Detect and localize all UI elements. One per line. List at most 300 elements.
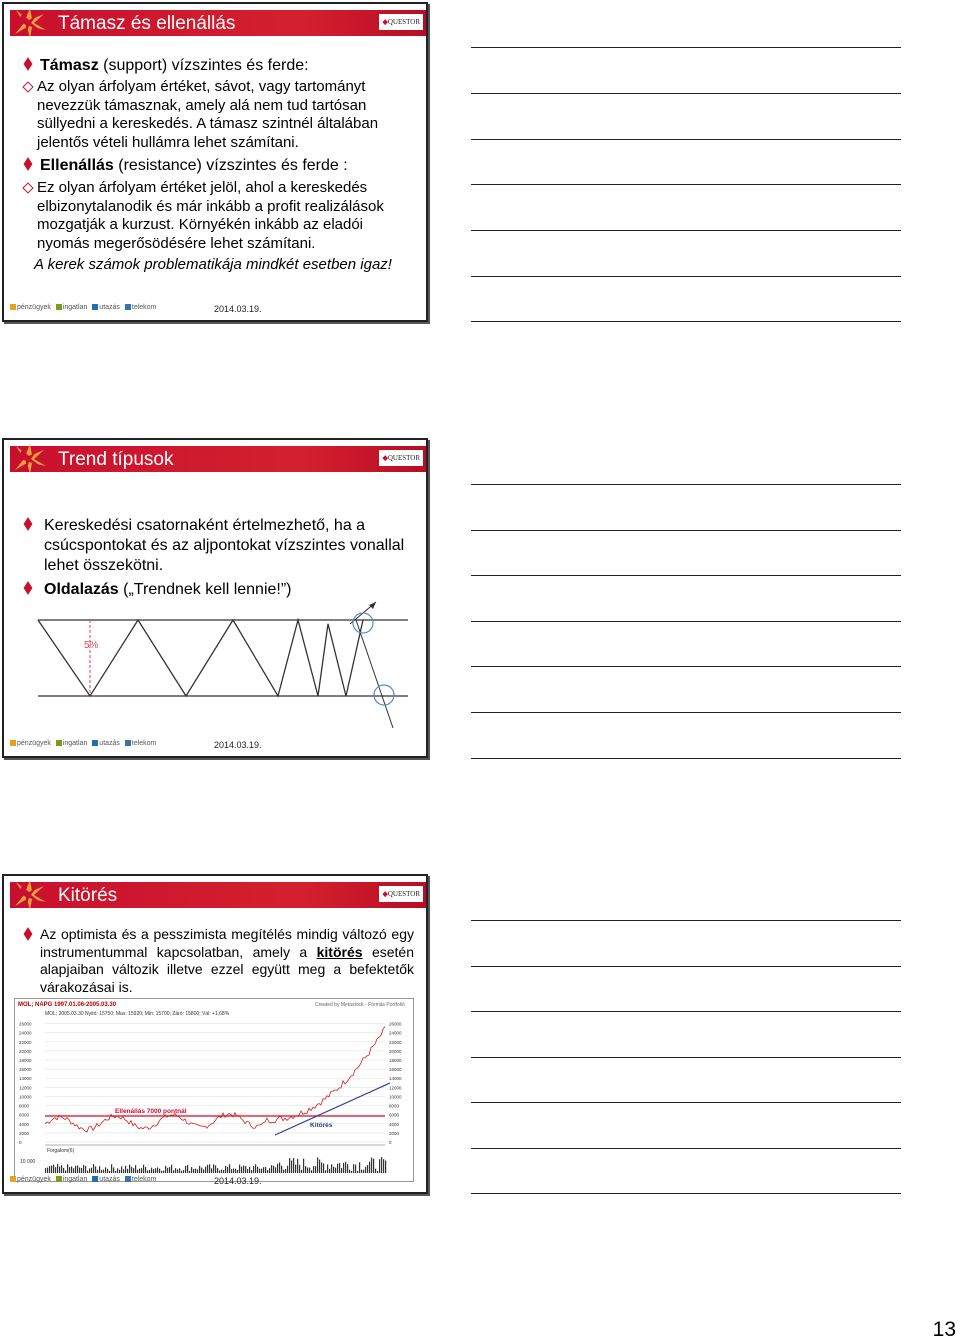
volume-bar: [303, 1159, 304, 1173]
travel-icon: [92, 740, 98, 746]
volume-bar: [271, 1165, 272, 1173]
sub-bullet-icon: [22, 182, 33, 193]
breakout-line: [356, 620, 393, 728]
volume-bar: [367, 1165, 368, 1173]
slide-breakout: [2, 874, 428, 1194]
volume-bar: [101, 1170, 102, 1173]
bullet-breakout: Az optimista és a pesszimista megítélés mindig változó egy instrumentummal kapcsolatban, amely a kitörés esetén alapjaiban változik illetve ezzel együtt meg a befektetők várakozásai is.: [18, 926, 414, 996]
y-tick-label: 22000: [19, 1039, 32, 1045]
volume-bar: [259, 1169, 260, 1173]
volume-bar: [83, 1165, 84, 1173]
mol-price-chart: [14, 998, 414, 1182]
bullet-support: Támasz (support) vízszintes és ferde:: [18, 56, 414, 75]
volume-bar: [183, 1170, 184, 1173]
volume-bar: [57, 1164, 58, 1173]
bullet-icon: [24, 157, 33, 171]
volume-bar: [297, 1159, 298, 1173]
volume-bar: [263, 1167, 264, 1173]
y-tick-label: 26000: [389, 1021, 402, 1027]
volume-bar: [147, 1170, 148, 1173]
volume-bar: [121, 1166, 122, 1173]
volume-bar: [61, 1165, 62, 1173]
y-tick-label: 16000: [19, 1067, 32, 1073]
volume-bar: [225, 1166, 226, 1173]
volume-bar: [227, 1167, 228, 1173]
volume-bar: [63, 1168, 64, 1173]
volume-bar: [239, 1165, 240, 1173]
volume-bar: [229, 1164, 230, 1173]
volume-bar: [361, 1170, 362, 1173]
star-logo-icon: [12, 444, 48, 474]
slide-trend-types: [2, 438, 428, 758]
volume-bar: [173, 1170, 174, 1173]
volume-bar: [215, 1165, 216, 1173]
bullet-icon: [24, 581, 33, 595]
volume-bar: [195, 1169, 196, 1173]
slide-title-bar: [10, 882, 426, 908]
y-tick-label: 0: [19, 1140, 22, 1145]
slide-content: [18, 56, 414, 273]
volume-bar: [203, 1169, 204, 1173]
volume-bar: [85, 1166, 86, 1173]
volume-bar: [313, 1166, 314, 1173]
volume-bar: [119, 1170, 120, 1173]
footer-item-telecom: telekom: [125, 1176, 157, 1183]
note-line: [471, 139, 901, 140]
volume-bar: [109, 1171, 110, 1173]
volume-bar: [79, 1167, 80, 1173]
y-tick-label: 2000: [19, 1130, 30, 1136]
travel-icon: [92, 1176, 98, 1182]
note-line: [471, 93, 901, 94]
y-tick-label: 6000: [389, 1112, 400, 1118]
y-tick-label: 4000: [19, 1121, 30, 1127]
volume-bar: [191, 1167, 192, 1173]
note-line: [471, 966, 901, 967]
volume-bar: [257, 1167, 258, 1173]
note-line: [471, 712, 901, 713]
y-tick-label: 20000: [389, 1048, 402, 1054]
volume-bar: [281, 1166, 282, 1173]
volume-bar: [175, 1168, 176, 1173]
volume-bar: [355, 1165, 356, 1173]
slide-date: 2014.03.19.: [214, 740, 262, 750]
volume-bar: [295, 1165, 296, 1173]
volume-bar: [187, 1165, 188, 1173]
footer-item-realestate: ingatlan: [56, 1176, 88, 1183]
volume-bar: [163, 1171, 164, 1173]
volume-bar: [243, 1165, 244, 1173]
note-line: [471, 1011, 901, 1012]
volume-bar: [275, 1167, 276, 1173]
volume-bar: [199, 1166, 200, 1173]
volume-bar: [213, 1164, 214, 1173]
volume-bar: [207, 1165, 208, 1173]
volume-bar: [201, 1168, 202, 1173]
volume-bar: [141, 1168, 142, 1173]
realestate-icon: [56, 740, 62, 746]
volume-bar: [75, 1166, 76, 1173]
y-tick-label: 2000: [389, 1130, 400, 1136]
volume-bar: [129, 1165, 130, 1173]
star-logo-icon: [12, 880, 48, 910]
volume-bar: [245, 1166, 246, 1173]
volume-bar: [345, 1162, 346, 1173]
slide-support-resistance: [2, 2, 428, 322]
y-tick-label: 16000: [389, 1067, 402, 1073]
volume-bar: [351, 1171, 352, 1173]
volume-bar: [137, 1170, 138, 1173]
finance-icon: [10, 304, 16, 310]
resistance-label: Ellenállás 7000 pontnál: [115, 1108, 187, 1115]
volume-bar: [125, 1166, 126, 1173]
volume-bar: [317, 1157, 318, 1173]
volume-bar: [363, 1170, 364, 1173]
volume-bar: [325, 1170, 326, 1173]
telecom-icon: [125, 1176, 131, 1182]
realestate-icon: [56, 1176, 62, 1182]
footer-item-finance: pénzügyek: [10, 1176, 51, 1183]
volume-bar: [181, 1171, 182, 1173]
price-series-line: [38, 620, 363, 696]
volume-bar: [165, 1166, 166, 1173]
volume-bar: [219, 1170, 220, 1173]
sub-bullet-icon: [22, 81, 33, 92]
volume-bar: [267, 1170, 268, 1173]
italic-note: A kerek számok problematikája mindkét esetben igaz!: [34, 256, 392, 273]
volume-bar: [249, 1167, 250, 1173]
volume-bar: [51, 1165, 52, 1173]
slide-content: [18, 926, 414, 996]
footer-item-travel: utazás: [92, 740, 120, 747]
volume-bar: [353, 1164, 354, 1173]
volume-bar: [287, 1166, 288, 1173]
volume-bar: [99, 1166, 100, 1173]
chart-title: MOL; NAPG 1997.01.06-2005.03.30: [18, 1002, 117, 1008]
y-tick-label: 12000: [389, 1085, 402, 1091]
volume-bar: [231, 1169, 232, 1173]
volume-bar: [379, 1159, 380, 1173]
note-line: [471, 1193, 901, 1194]
volume-bar: [331, 1164, 332, 1173]
bullet-icon: [24, 517, 33, 531]
volume-bar: [131, 1167, 132, 1173]
volume-bar: [279, 1162, 280, 1173]
volume-bar: [211, 1168, 212, 1173]
bullet-icon: [24, 927, 33, 941]
volume-label: Forgalom(6): [47, 1148, 75, 1154]
volume-bar: [193, 1169, 194, 1173]
volume-bar: [365, 1167, 366, 1173]
slide-footer: [10, 304, 420, 316]
volume-bar: [113, 1167, 114, 1173]
slide-content: [18, 516, 414, 600]
volume-bar: [185, 1166, 186, 1173]
volume-bar: [139, 1169, 140, 1173]
telecom-icon: [125, 740, 131, 746]
volume-bar: [115, 1171, 116, 1173]
slide-title-bar: [10, 10, 426, 36]
volume-bar: [155, 1168, 156, 1173]
volume-bar: [339, 1163, 340, 1173]
volume-bar: [371, 1158, 372, 1173]
chart-grid: [45, 1024, 385, 1142]
volume-bar: [91, 1168, 92, 1173]
volume-bar: [265, 1167, 266, 1173]
volume-bar: [65, 1170, 66, 1173]
volume-bar: [307, 1168, 308, 1173]
sub-bullet-resistance-definition: Ez olyan árfolyam értéket jelöl, ahol a kereskedés elbizonytalanodik és már inkább a profit realizálások mozgatják a kurzust. Környékén inkább az eladói nyomás megerősödésére lehet számítani.: [2, 179, 414, 253]
brand-logo: ◆QUESTOR: [379, 450, 423, 466]
note-line: [471, 47, 901, 48]
volume-bar: [149, 1170, 150, 1173]
volume-bar: [89, 1168, 90, 1173]
y-tick-label: 22000: [389, 1039, 402, 1045]
volume-bar: [277, 1164, 278, 1173]
volume-bar: [315, 1166, 316, 1173]
volume-bar: [341, 1168, 342, 1173]
y-tick-label: 18000: [389, 1058, 402, 1063]
note-line: [471, 276, 901, 277]
y-tick-label: 14000: [389, 1076, 402, 1082]
chart-info: MOL; 2005.03.30 Nyitó: 15750; Max: 15920; Min: 15700; Záró: 15800; Vál: +1,68%: [45, 1011, 230, 1017]
y-tick-label: 20000: [19, 1048, 32, 1054]
volume-bar: [223, 1170, 224, 1173]
slide-title: Trend típusok: [58, 449, 174, 470]
volume-bar: [135, 1165, 136, 1173]
volume-bar: [221, 1170, 222, 1173]
volume-bar: [253, 1166, 254, 1173]
volume-bar: [189, 1171, 190, 1173]
volume-bar: [133, 1168, 134, 1173]
volume-bar: [327, 1165, 328, 1173]
volume-bar: [145, 1167, 146, 1173]
note-line: [471, 230, 901, 231]
volume-bar: [177, 1169, 178, 1173]
realestate-icon: [56, 304, 62, 310]
volume-bar: [383, 1159, 384, 1173]
volume-bar: [169, 1167, 170, 1173]
volume-bar: [157, 1167, 158, 1173]
arrow-head-icon: [369, 602, 376, 609]
volume-bar: [77, 1166, 78, 1173]
volume-bar: [209, 1164, 210, 1173]
volume-bar: [305, 1166, 306, 1173]
volume-bar: [291, 1160, 292, 1173]
volume-bar: [95, 1166, 96, 1173]
slide-date: 2014.03.19.: [214, 1176, 262, 1186]
volume-bar: [153, 1169, 154, 1173]
telecom-icon: [125, 304, 131, 310]
footer-item-finance: pénzügyek: [10, 740, 51, 747]
volume-bar: [127, 1169, 128, 1173]
volume-bar: [81, 1168, 82, 1173]
volume-bar: [103, 1170, 104, 1173]
volume-bar: [171, 1165, 172, 1173]
volume-bar: [235, 1169, 236, 1173]
volume-bar: [385, 1160, 386, 1173]
volume-bar: [289, 1158, 290, 1173]
volume-bar: [377, 1171, 378, 1173]
volume-bar: [47, 1168, 48, 1173]
footer-item-telecom: telekom: [125, 740, 157, 747]
volume-bar: [283, 1170, 284, 1173]
bullet-icon: [24, 57, 33, 71]
footer-item-finance: pénzügyek: [10, 304, 51, 311]
volume-bar: [93, 1164, 94, 1173]
slide-title-bar: [10, 446, 426, 472]
volume-bar: [309, 1168, 310, 1173]
volume-bar: [357, 1171, 358, 1173]
note-line: [471, 920, 901, 921]
y-tick-label: 6000: [19, 1112, 30, 1118]
volume-bar: [293, 1158, 294, 1173]
note-line: [471, 484, 901, 485]
volume-bar: [59, 1167, 60, 1173]
bullet-channel: Kereskedési csatornaként értelmezhető, ha a csúcspontokat és az aljpontokat vízszintes vonallal lehet összekötni.: [18, 516, 414, 576]
volume-bar: [179, 1168, 180, 1173]
volume-bar: [319, 1160, 320, 1173]
volume-bar: [71, 1166, 72, 1173]
volume-bar: [167, 1168, 168, 1173]
y-tick-label: 8000: [389, 1103, 400, 1109]
volume-bar: [329, 1169, 330, 1173]
volume-bar: [53, 1165, 54, 1173]
volume-bar: [347, 1164, 348, 1173]
volume-bar: [323, 1163, 324, 1173]
finance-icon: [10, 1176, 16, 1182]
y-axis-left: [19, 1022, 32, 1145]
volume-bar: [335, 1168, 336, 1173]
y-tick-label: 10000: [389, 1094, 402, 1100]
volume-bar: [97, 1170, 98, 1173]
brand-mark-icon: ◆: [382, 18, 388, 26]
bullet-resistance: Ellenállás (resistance) vízszintes és ferde :: [18, 156, 414, 175]
y-tick-label: 12000: [19, 1085, 32, 1091]
y-axis-right: [389, 1022, 402, 1145]
volume-bar: [237, 1170, 238, 1173]
volume-bar: [359, 1162, 360, 1173]
volume-bar: [311, 1170, 312, 1173]
mol-price-chart-svg: [15, 999, 413, 1181]
y-tick-label: 8000: [19, 1103, 30, 1109]
finance-icon: [10, 740, 16, 746]
volume-bar: [159, 1169, 160, 1173]
volume-bar: [73, 1168, 74, 1173]
volume-bar: [247, 1169, 248, 1173]
brand-logo: ◆QUESTOR: [379, 14, 423, 30]
sub-bullet-support-definition: Az olyan árfolyam értéket, sávot, vagy tartományt nevezzük támasznak, amely alá nem tud tartósan süllyedni a kereskedés. A támasz szintnél általában jelentős vételi hullámra lehet számítani.: [2, 78, 414, 152]
volume-bar: [69, 1167, 70, 1173]
breakout-circle-top: [353, 613, 373, 633]
travel-icon: [92, 304, 98, 310]
volume-bar: [107, 1169, 108, 1173]
slide-footer: [10, 740, 420, 752]
volume-bar: [381, 1157, 382, 1173]
y-tick-label: 26000: [19, 1021, 32, 1027]
volume-bar: [261, 1169, 262, 1173]
footer-item-travel: utazás: [92, 1176, 120, 1183]
y-tick-label: 4000: [389, 1121, 400, 1127]
volume-bar: [67, 1164, 68, 1173]
volume-bar: [151, 1168, 152, 1173]
note-line: [471, 758, 901, 759]
volume-bar: [273, 1166, 274, 1173]
volume-bar: [301, 1170, 302, 1173]
volume-bar: [285, 1169, 286, 1173]
slide-footer: [10, 1176, 420, 1188]
note-line: [471, 184, 901, 185]
volume-bar: [299, 1165, 300, 1173]
note-line: [471, 666, 901, 667]
volume-bar: [161, 1171, 162, 1173]
volume-bar: [117, 1168, 118, 1173]
brand-mark-icon: ◆: [382, 890, 388, 898]
volume-bar: [333, 1167, 334, 1173]
volume-bar: [337, 1164, 338, 1173]
slide-title: Támasz és ellenállás: [58, 13, 236, 34]
footer-item-realestate: ingatlan: [56, 304, 88, 311]
footer-item-travel: utazás: [92, 304, 120, 311]
volume-bar: [197, 1169, 198, 1173]
note-line: [471, 575, 901, 576]
volume-bar: [217, 1168, 218, 1173]
y-tick-label: 14000: [19, 1076, 32, 1082]
note-line: [471, 621, 901, 622]
volume-bar: [369, 1162, 370, 1173]
y-tick-label: 10000: [19, 1094, 32, 1100]
slide-date: 2014.03.19.: [214, 304, 262, 314]
note-line: [471, 1057, 901, 1058]
volume-bar: [255, 1164, 256, 1173]
volume-bar: [269, 1168, 270, 1173]
volume-bar: [373, 1159, 374, 1173]
note-line: [471, 1148, 901, 1149]
volume-bar: [321, 1162, 322, 1173]
volume-bar: [375, 1169, 376, 1173]
breakout-label: Kitörés: [310, 1122, 333, 1129]
volume-bar: [241, 1167, 242, 1173]
volume-axis-label: 10 000: [20, 1159, 36, 1165]
volume-bar: [143, 1165, 144, 1173]
volume-bar: [105, 1167, 106, 1173]
volume-bar: [45, 1168, 46, 1173]
y-tick-label: 24000: [19, 1030, 32, 1036]
note-line: [471, 530, 901, 531]
volume-bar: [205, 1167, 206, 1173]
bullet-sideways: Oldalazás („Trendnek kell lennie!”): [18, 580, 414, 600]
chart-credit: Created by Metastock - Fórmás Portfolió: [315, 1002, 405, 1008]
sideways-trend-chart: [28, 598, 418, 728]
star-logo-icon: [12, 8, 48, 38]
y-tick-label: 18000: [19, 1058, 32, 1063]
note-line: [471, 1102, 901, 1103]
volume-bar: [343, 1163, 344, 1173]
brand-logo: ◆QUESTOR: [379, 886, 423, 902]
note-line: [471, 321, 901, 322]
volume-bar: [49, 1166, 50, 1173]
y-tick-label: 0: [389, 1140, 392, 1145]
volume-bar: [233, 1169, 234, 1173]
y-tick-label: 24000: [389, 1030, 402, 1036]
volume-bar: [87, 1171, 88, 1173]
page-number: 13: [932, 1318, 956, 1341]
volume-bar: [123, 1169, 124, 1173]
volume-bar: [55, 1167, 56, 1173]
volume-bar: [251, 1170, 252, 1173]
band-width-label: 5%: [84, 640, 99, 651]
footer-item-realestate: ingatlan: [56, 740, 88, 747]
